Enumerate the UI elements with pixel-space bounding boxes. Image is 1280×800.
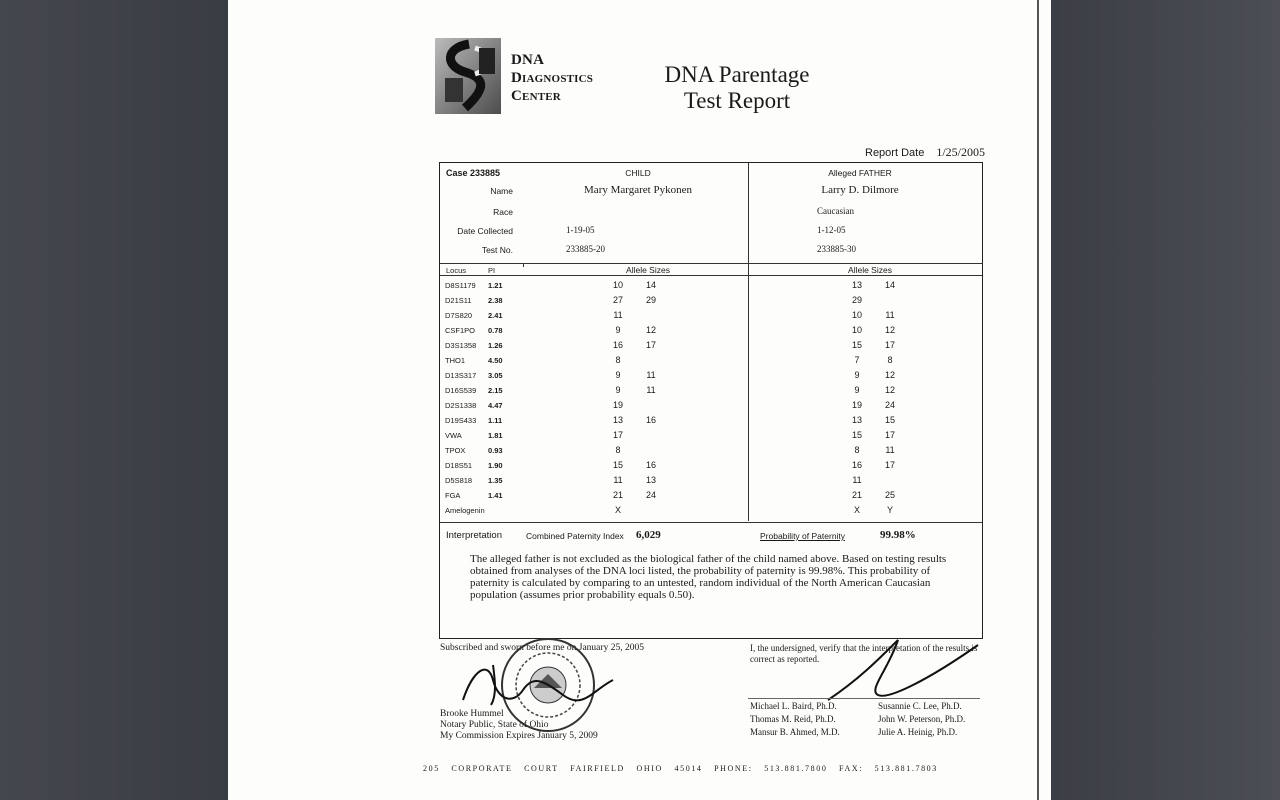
report-date-value: 1/25/2005 (936, 145, 985, 159)
father-allele-1: 21 (851, 490, 862, 500)
locus-name: VWA (445, 431, 462, 440)
document-page (228, 0, 1051, 800)
pi-value: 4.50 (488, 356, 503, 365)
footer-city: FAIRFIELD (570, 764, 625, 773)
pi-value: 1.81 (488, 431, 503, 440)
page-edge-line (1037, 0, 1039, 800)
child-allele-2: 11 (646, 385, 656, 395)
child-allele-1: 19 (612, 400, 623, 410)
report-date-label: Report Date (865, 147, 925, 159)
child-allele-2: 11 (646, 370, 656, 380)
report-title-line-2: Test Report (683, 88, 791, 113)
child-allele-1: 13 (612, 415, 623, 425)
signatory-name: Thomas M. Reid, Ph.D. (750, 714, 836, 724)
report-date (865, 145, 985, 160)
locus-name: D18S51 (445, 461, 473, 470)
locus-name: FGA (445, 491, 461, 500)
father-allele-1: X (853, 505, 860, 515)
locus-name: D7S820 (445, 311, 473, 320)
child-allele-2: 13 (645, 475, 656, 485)
child-allele-1: 11 (613, 475, 623, 485)
father-allele-1: 7 (854, 355, 860, 365)
father-allele-1: 8 (854, 445, 860, 455)
notary-name: Brooke Hummel (440, 709, 504, 719)
date-collected-label: Date Collected (457, 226, 513, 236)
right-background (1051, 0, 1280, 800)
footer-fax: FAX: 513.881.7803 (839, 764, 938, 773)
pi-value: 1.90 (488, 461, 503, 470)
child-allele-2: 17 (645, 340, 656, 350)
father-allele-1: 15 (851, 430, 862, 440)
notary-signature-icon (453, 650, 623, 710)
child-test-no: 233885-20 (566, 244, 605, 254)
pi-value: 1.41 (488, 491, 503, 500)
father-allele-header: Allele Sizes (848, 265, 892, 275)
left-background (0, 0, 228, 800)
locus-name: D5S818 (445, 476, 473, 485)
father-allele-2: 8 (887, 355, 893, 365)
father-allele-1: 15 (851, 340, 862, 350)
cpi-value: 6,029 (636, 529, 661, 541)
dna-logo-icon (435, 38, 501, 114)
footer-phone: PHONE: 513.881.7800 (714, 764, 828, 773)
father-race: Caucasian (817, 206, 854, 216)
father-allele-2: 11 (885, 310, 895, 320)
locus-name: D21S11 (445, 296, 472, 305)
child-allele-1: 9 (615, 325, 621, 335)
father-allele-1: 16 (851, 460, 862, 470)
locus-name: D3S1358 (445, 341, 477, 350)
child-allele-1: 27 (612, 295, 623, 305)
notary-commission: My Commission Expires January 5, 2009 (440, 731, 598, 741)
signatory-name: John W. Peterson, Ph.D. (878, 714, 966, 724)
father-allele-1: 10 (851, 310, 862, 320)
father-allele-1: 13 (851, 415, 862, 425)
footer-address: 205 CORPORATE COURT (423, 764, 559, 773)
pi-value: 1.35 (488, 476, 503, 485)
pi-value: 1.21 (488, 281, 503, 290)
child-header: CHILD (625, 168, 651, 178)
signatory-name: Michael L. Baird, Ph.D. (750, 701, 837, 711)
race-label: Race (493, 207, 513, 217)
child-allele-2: 16 (645, 415, 656, 425)
locus-name: TPOX (445, 446, 466, 455)
pi-value: 4.47 (488, 401, 503, 410)
locus-name: CSF1PO (445, 326, 476, 335)
header-underline (440, 275, 982, 276)
footer-zip: 45014 (674, 764, 703, 773)
verification-text: I, the undersigned, verify that the interpretation of the results is correct as reported. (750, 643, 978, 664)
company-name (511, 51, 593, 105)
pi-value: 3.05 (488, 371, 503, 380)
father-allele-1: 29 (851, 295, 862, 305)
father-allele-1: 13 (851, 280, 862, 290)
cpi-label: Combined Paternity Index (526, 531, 624, 541)
child-allele-2: 16 (645, 460, 656, 470)
child-allele-1: 15 (612, 460, 623, 470)
father-allele-2: 11 (885, 445, 895, 455)
child-name: Mary Margaret Pykonen (584, 184, 692, 196)
father-header: Alleged FATHER (828, 168, 892, 178)
pi-value: 1.11 (488, 416, 503, 425)
section-divider (440, 263, 982, 264)
child-allele-1: X (614, 505, 621, 515)
signatory-name: Julie A. Heinig, Ph.D. (878, 727, 958, 737)
father-allele-2: 12 (884, 325, 895, 335)
signatory-name: Mansur B. Ahmed, M.D. (750, 727, 840, 737)
locus-name: D19S433 (445, 416, 477, 425)
father-allele-1: 19 (851, 400, 862, 410)
locus-name: Amelogenin (445, 506, 485, 515)
company-line-2: Diagnostics (511, 70, 594, 86)
locus-name: D16S539 (445, 386, 477, 395)
name-label: Name (490, 186, 513, 196)
signatory-name: Susannie C. Lee, Ph.D. (878, 701, 962, 711)
signature-line (748, 698, 980, 699)
probability-value: 99.98% (880, 529, 916, 541)
father-test-no: 233885-30 (817, 244, 856, 254)
child-allele-1: 8 (615, 355, 621, 365)
notary-subscribed: Subscribed and sworn before me on January 25, 2005 (440, 643, 644, 653)
father-name: Larry D. Dilmore (821, 184, 899, 196)
pi-value: 0.78 (488, 326, 503, 335)
child-allele-2: 29 (645, 295, 656, 305)
father-allele-2: 25 (884, 490, 895, 500)
locus-name: D2S1338 (445, 401, 477, 410)
pi-header: PI (488, 266, 496, 275)
child-allele-1: 10 (612, 280, 623, 290)
child-allele-1: 16 (612, 340, 623, 350)
child-allele-2: 14 (645, 280, 656, 290)
interpretation-divider (440, 522, 982, 523)
child-allele-1: 17 (612, 430, 623, 440)
footer-state: OHIO (636, 764, 663, 773)
report-title-line-1: DNA Parentage (664, 62, 810, 87)
allele-divider (748, 263, 749, 521)
locus-name: D13S317 (445, 371, 477, 380)
child-date-collected: 1-19-05 (566, 225, 595, 235)
father-date-collected: 1-12-05 (817, 225, 846, 235)
probability-label: Probability of Paternity (760, 531, 846, 541)
company-line-1: DNA (511, 52, 545, 68)
father-allele-1: 9 (854, 385, 860, 395)
results-table (439, 162, 983, 639)
child-allele-1: 9 (615, 370, 621, 380)
pi-value: 1.26 (488, 341, 503, 350)
locus-name: D8S1179 (445, 281, 476, 290)
child-allele-2: 24 (645, 490, 656, 500)
interpretation-label: Interpretation (446, 530, 502, 541)
father-allele-2: 17 (884, 430, 895, 440)
notary-title: Notary Public, State of Ohio (440, 720, 549, 730)
company-line-3: Center (511, 88, 561, 104)
father-allele-2: 12 (884, 385, 895, 395)
report-title (652, 62, 822, 114)
father-allele-1: 9 (854, 370, 860, 380)
father-allele-1: 10 (851, 325, 862, 335)
father-allele-2: 17 (884, 340, 895, 350)
child-allele-2: 12 (645, 325, 656, 335)
father-allele-2: 12 (884, 370, 895, 380)
child-allele-1: 8 (615, 445, 621, 455)
father-allele-1: 11 (852, 475, 862, 485)
locus-header: Locus (446, 266, 467, 275)
test-no-label: Test No. (481, 245, 513, 255)
pi-value: 2.41 (488, 311, 503, 320)
father-allele-2: 17 (884, 460, 895, 470)
child-allele-1: 21 (612, 490, 623, 500)
child-allele-1: 9 (615, 385, 621, 395)
pi-value: 2.38 (488, 296, 503, 305)
pi-value: 2.15 (488, 386, 503, 395)
child-allele-1: 11 (613, 310, 623, 320)
column-divider (748, 163, 749, 263)
child-allele-header: Allele Sizes (626, 265, 670, 275)
father-allele-2: 14 (884, 280, 895, 290)
father-allele-2: 24 (884, 400, 895, 410)
interpretation-text: The alleged father is not excluded as the biological father of the child named above. Based on testing results obtained from analyses of the DNA loci listed, the probability of paternity is 99.98%. This probability of paternity is calculated by comparing to an untested, random individual of the North American Caucasian population (assumes prior probability equals 0.50). (470, 553, 947, 601)
locus-name: THO1 (445, 356, 466, 365)
pi-value: 0.93 (488, 446, 503, 455)
father-allele-2: 15 (884, 415, 895, 425)
father-allele-2: Y (886, 505, 893, 515)
address-footer (423, 764, 938, 773)
case-number: Case 233885 (446, 168, 501, 178)
